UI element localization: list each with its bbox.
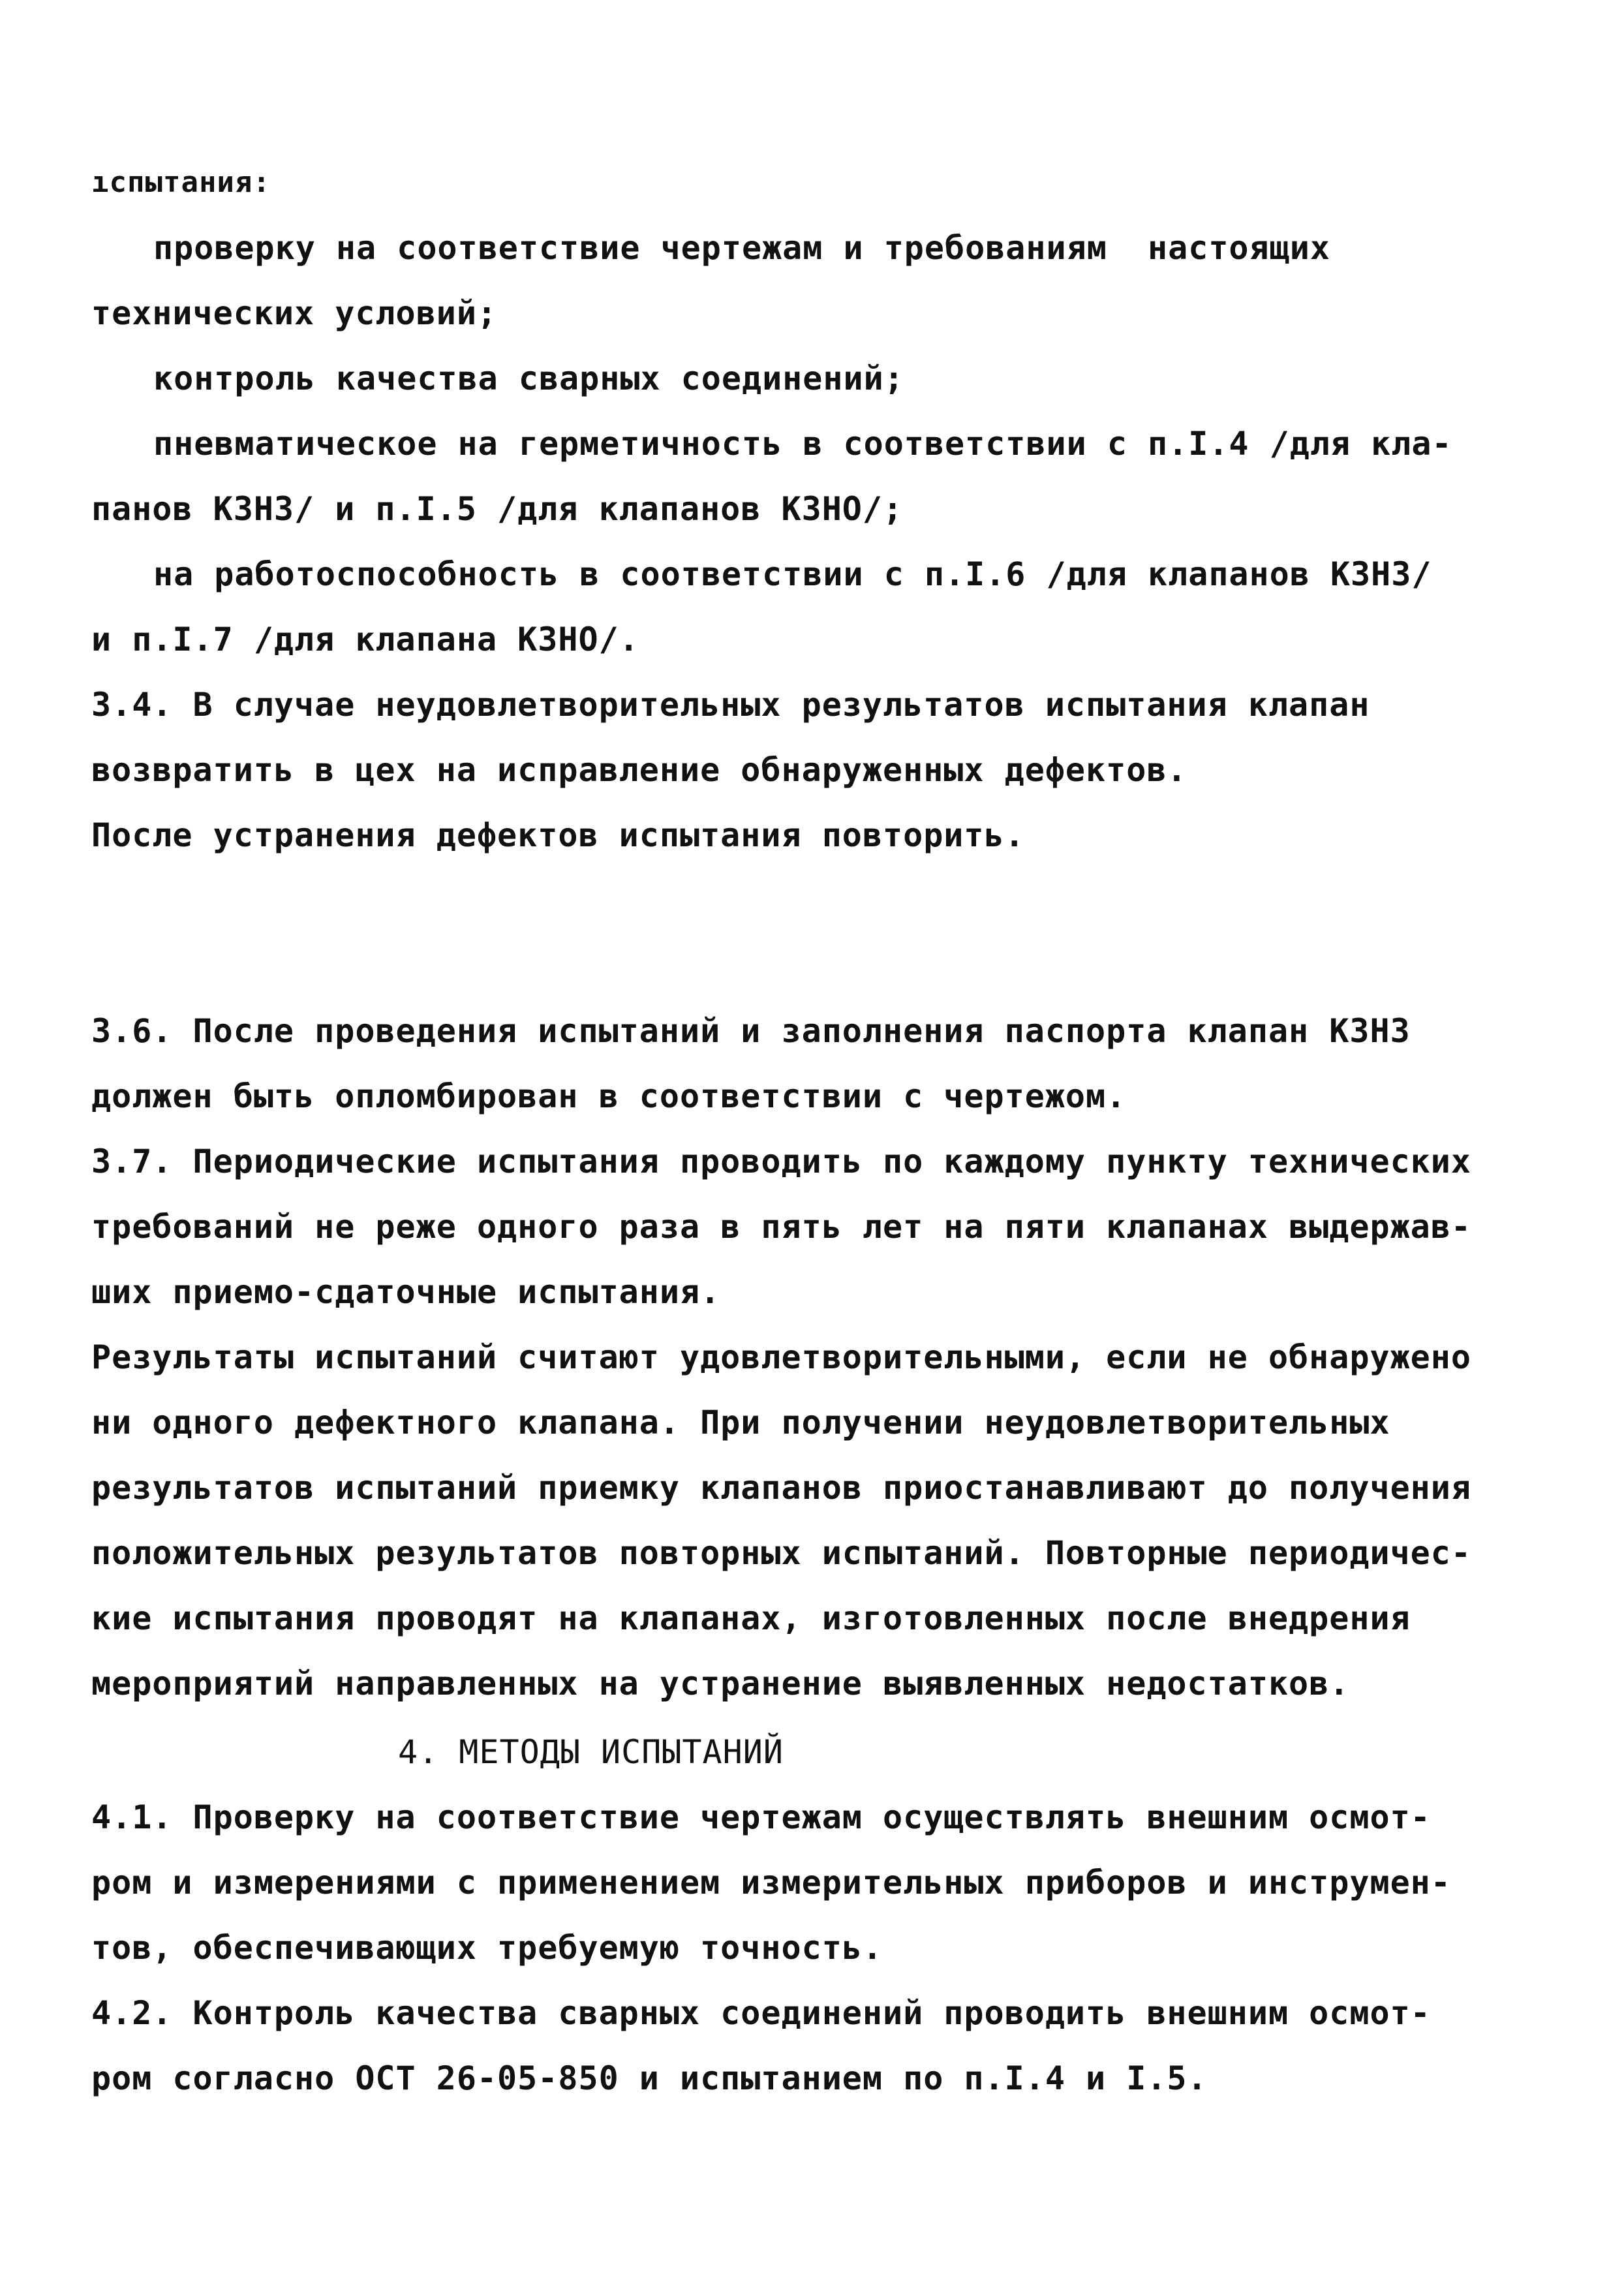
text-line: 4.1. Проверку на соответствие чертежам осуществлять внешним осмот- — [91, 1798, 1431, 1836]
text-line: проверку на соответствие чертежам и требованиям настоящих — [153, 229, 1330, 267]
text-line: должен быть опломбирован в соответствии с чертежом. — [91, 1077, 1127, 1115]
text-line: на работоспособность в соответствии с п.I.6 /для клапанов КЗНЗ/ — [153, 555, 1432, 593]
text-line: тов, обеспечивающих требуемую точность. — [91, 1929, 883, 1967]
text-line: результатов испытаний приемку клапанов приостанавливают до получения — [91, 1469, 1471, 1507]
text-line: 3.6. После проведения испытаний и заполнения паспорта клапан КЗНЗ — [91, 1012, 1411, 1050]
text-line: возвратить в цех на исправление обнаруженных дефектов. — [91, 751, 1187, 789]
text-line: технических условий; — [91, 294, 498, 332]
text-line: панов КЗНЗ/ и п.I.5 /для клапанов КЗНО/; — [91, 490, 904, 528]
text-line: ıспытания: — [91, 166, 271, 199]
text-line: ших приемо-сдаточные испытания. — [91, 1273, 721, 1311]
text-line: и п.I.7 /для клапана КЗНО/. — [91, 621, 639, 658]
text-line: положительных результатов повторных испытаний. Повторные периодичес- — [91, 1534, 1471, 1572]
text-line: 3.4. В случае неудовлетворительных результатов испытания клапан — [91, 686, 1370, 724]
text-line: контроль качества сварных соединений; — [153, 360, 904, 397]
text-line: ром согласно ОСТ 26-05-850 и испытанием по п.I.4 и I.5. — [91, 2059, 1208, 2097]
text-line: мероприятий направленных на устранение выявленных недостатков. — [91, 1665, 1350, 1702]
text-line: пневматическое на герметичность в соответствии с п.I.4 /для кла- — [153, 425, 1452, 463]
text-line: 3.7. Периодические испытания проводить по каждому пункту технических — [91, 1143, 1471, 1180]
text-line: 4.2. Контроль качества сварных соединений проводить внешним осмот- — [91, 1994, 1431, 2032]
text-line: После устранения дефектов испытания повторить. — [91, 816, 1025, 854]
text-line: требований не реже одного раза в пять лет на пяти клапанах выдержав- — [91, 1208, 1471, 1246]
text-line: ни одного дефектного клапана. При получении неудовлетворительных — [91, 1404, 1390, 1441]
text-line: ром и измерениями с применением измерительных приборов и инструмен- — [91, 1864, 1451, 1901]
text-line: кие испытания проводят на клапанах, изготовленных после внедрения — [91, 1599, 1411, 1637]
text-line: Результаты испытаний считают удовлетворительными, если не обнаружено — [91, 1338, 1471, 1376]
section-heading: 4. МЕТОДЫ ИСПЫТАНИЙ — [398, 1733, 784, 1771]
